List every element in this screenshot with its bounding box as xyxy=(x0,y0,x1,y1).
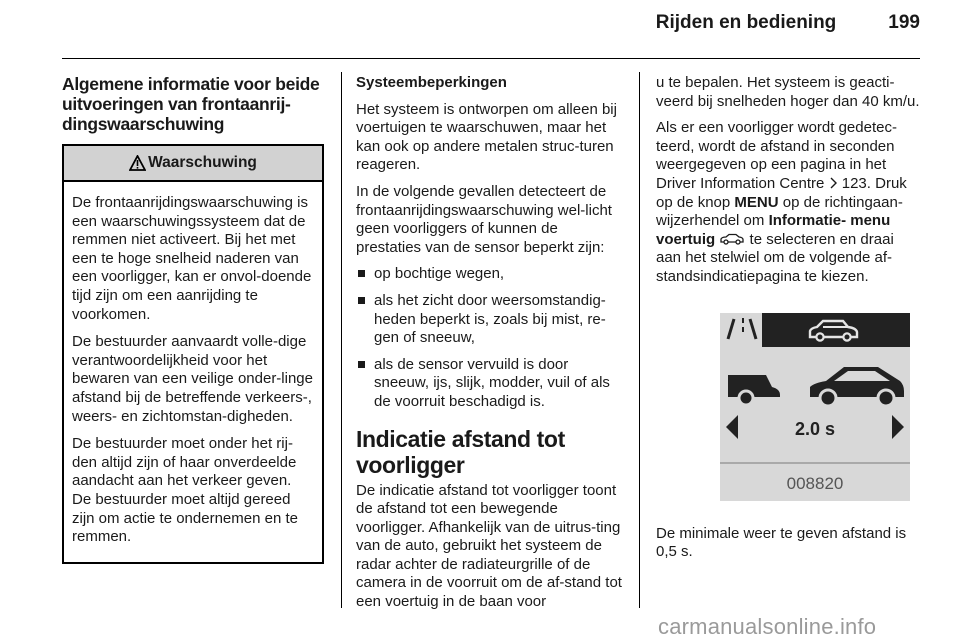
section-title: Algemene informatie voor beide uitvoeringen van frontaanrij-dingswaarschuwing xyxy=(62,74,320,134)
vehicle-menu-label: Informatie- menu voertuig xyxy=(656,212,891,248)
warning-body xyxy=(64,182,322,562)
body-paragraph: De indicatie afstand tot voorligger toont de afstand tot een bewegende voorligger. Afhankelijk van de uitrus-ting van de auto, gebruikt het systeem de radar achter de radiateurgrille of de camera in de voorruit om de af-stand tot een voertuig in de baan voor xyxy=(356,481,622,611)
list-item: als het zicht door weersomstandig-heden beperkt is, zoals bij mist, re-gen of sneeuw, xyxy=(356,292,624,348)
column-2 xyxy=(356,74,624,620)
vehicle-icon xyxy=(719,233,745,245)
display-screen xyxy=(710,301,920,513)
figure-caption: De minimale weer te geven afstand is 0,5 s. xyxy=(656,524,907,561)
warning-header xyxy=(64,146,322,182)
subsection-title: Systeembeperkingen xyxy=(356,74,507,91)
instruction-text: te selecteren en draai aan het stelwiel om de volgende af-standsindicatiepagina te kiezen. xyxy=(656,230,894,285)
warning-heading: Waarschuwing xyxy=(148,153,257,171)
instruction-text: Als er een voorligger wordt gedetec-teerd, wordt de afstand in seconden weergegeven op een pagina in het Driver Information Centre xyxy=(656,119,897,192)
warning-box xyxy=(62,144,324,564)
page-reference: 123 xyxy=(841,174,867,192)
list-item: op bochtige wegen, xyxy=(356,265,624,284)
section-heading: Indicatie afstand tot voorligger xyxy=(356,425,565,478)
conditions-intro: In de volgende gevallen detecteert de frontaanrijdingswaarschuwing wel-licht geen voorliggers of kunnen de prestaties van de sensor beperkt zijn: xyxy=(356,182,612,256)
column-1 xyxy=(62,74,324,564)
conditions-list xyxy=(356,265,624,411)
instruction-paragraph xyxy=(656,119,922,286)
warning-paragraph: De bestuurder moet onder het rij-den altijd zijn of haar onverdeelde aandacht aan het verkeer geven. De bestuurder moet altijd gereed zijn om actie te ondernemen en te remmen. xyxy=(72,435,298,546)
watermark: carmanualsonline.info xyxy=(658,614,877,639)
activation-paragraph: u te bepalen. Het systeem is geacti-veerd bij snelheden hoger dan 40 km/u. xyxy=(656,74,920,110)
page-number: 199 xyxy=(888,12,920,33)
instruction-text: op de richtingaan-wijzerhendel om xyxy=(656,193,903,230)
instruction-text: . Druk op de knop xyxy=(656,174,907,211)
menu-button-label: MENU xyxy=(734,193,779,211)
distance-value: 2.0 s xyxy=(794,418,836,439)
odometer-value: 008820 xyxy=(786,473,844,493)
list-item: als de sensor vervuild is door sneeuw, ijs, slijk, modder, vuil of als de voorruit beschadigd is. xyxy=(356,356,624,412)
header-section-title: Rijden en bediening xyxy=(655,12,837,33)
header-rule xyxy=(62,58,920,59)
column-divider xyxy=(639,72,640,608)
driver-information-display xyxy=(710,301,920,513)
page-reference-icon xyxy=(829,177,838,189)
column-3 xyxy=(656,74,922,570)
column-divider xyxy=(341,72,342,608)
page-header xyxy=(656,12,920,34)
warning-triangle-icon xyxy=(129,155,146,171)
warning-paragraph: De frontaanrijdingswaarschuwing is een waarschuwingssysteem dat de remmen niet activeert. Bij het met een te hoge snelheid naderen van een voorligger, kan er onvol-doende tijd zijn om een aanrijding te voorkomen. xyxy=(72,194,312,323)
intro-paragraph: Het systeem is ontworpen om alleen bij voertuigen te waarschuwen, maar het kan ook op andere metalen struc-turen reageren. xyxy=(356,100,617,174)
warning-paragraph: De bestuurder aanvaardt volle-dige verantwoordelijkheid voor het bewaren van een veilige onder-linge afstand bij de betreffende verkeers-, weers- en zichtomstan-digheden. xyxy=(72,333,313,425)
